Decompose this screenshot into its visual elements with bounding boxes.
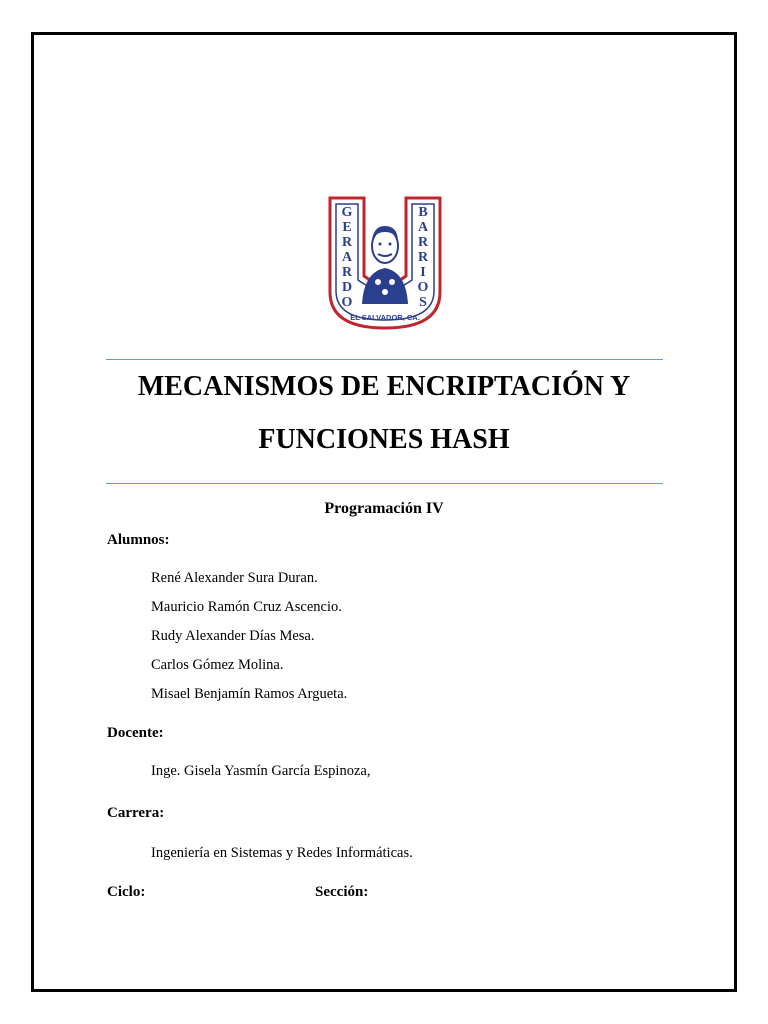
logo-letter-right: A xyxy=(417,220,429,235)
document-title-line1: MECANISMOS DE ENCRIPTACIÓN Y xyxy=(137,371,631,402)
logo-letter-left: A xyxy=(341,250,353,265)
career-label: Carrera: xyxy=(107,805,165,821)
student-name: Rudy Alexander Días Mesa. xyxy=(151,628,315,644)
cycle-label: Ciclo: xyxy=(107,884,146,900)
student-name: Misael Benjamín Ramos Argueta. xyxy=(151,686,348,702)
logo-letter-left: E xyxy=(342,220,352,235)
logo-letter-right: R xyxy=(417,250,429,265)
student-name: René Alexander Sura Duran. xyxy=(151,570,318,586)
section-label: Sección: xyxy=(315,884,369,900)
students-label: Alumnos: xyxy=(107,532,170,548)
subject-name: Programación IV xyxy=(324,500,444,517)
logo-letter-right: B xyxy=(418,205,428,220)
logo-caption: EL SALVADOR, CA. xyxy=(350,313,420,322)
portrait-icon xyxy=(362,226,408,304)
logo-letter-left: D xyxy=(341,280,353,295)
student-name: Mauricio Ramón Cruz Ascencio. xyxy=(151,599,342,615)
career-name: Ingeniería en Sistemas y Redes Informáticas. xyxy=(151,845,413,861)
teacher-label: Docente: xyxy=(107,725,164,741)
title-rule-bottom xyxy=(106,483,663,484)
logo-letter-left: R xyxy=(341,265,353,280)
logo-letter-left: G xyxy=(341,205,353,220)
logo-letter-left: R xyxy=(341,235,353,250)
university-logo xyxy=(328,196,442,330)
logo-letter-right: R xyxy=(417,235,429,250)
title-rule-top xyxy=(106,359,663,360)
student-name: Carlos Gómez Molina. xyxy=(151,657,284,673)
document-title-line2: FUNCIONES HASH xyxy=(258,424,510,455)
logo-letter-right: S xyxy=(419,295,427,310)
logo-letter-right: I xyxy=(420,265,426,280)
logo-letter-right: O xyxy=(417,280,429,295)
teacher-name: Inge. Gisela Yasmín García Espinoza, xyxy=(151,763,371,779)
logo-letter-left: O xyxy=(341,295,353,310)
